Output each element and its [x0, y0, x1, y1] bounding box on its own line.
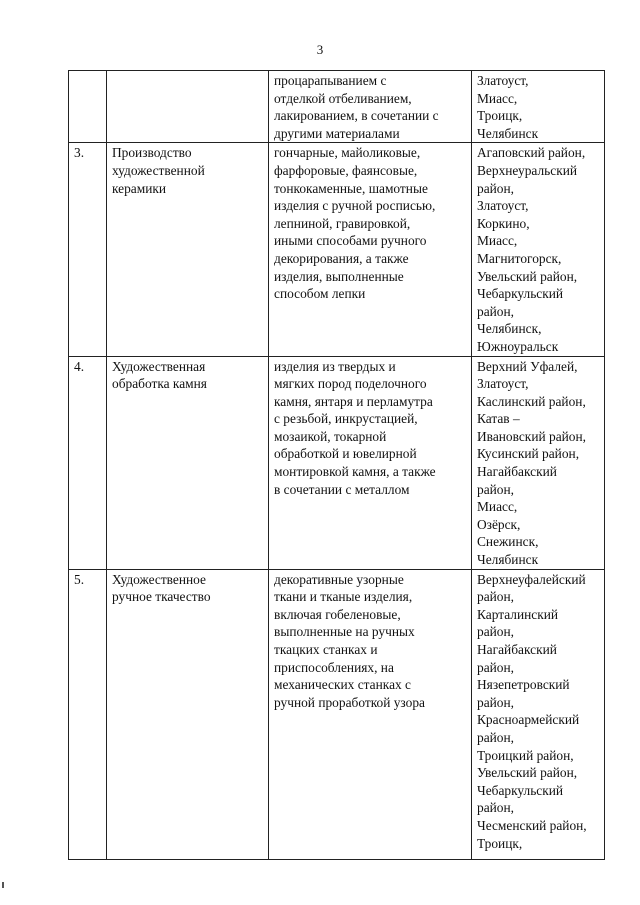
locations-cell: [472, 143, 605, 356]
location-line: Златоуст,: [477, 376, 529, 392]
location-line: район,: [477, 659, 515, 675]
craft-name-line: Художественная: [112, 358, 206, 374]
row-number-cell: [69, 71, 107, 143]
row-number: 4.: [74, 358, 85, 374]
craft-name-cell: [107, 356, 269, 569]
location-line: район,: [477, 589, 515, 605]
location-line: район,: [477, 180, 515, 196]
description-line: в сочетании с металлом: [274, 481, 410, 497]
craft-name-line: Производство: [112, 145, 192, 161]
location-line: Миасс,: [477, 233, 518, 249]
locations-cell: [472, 569, 605, 859]
location-line: Миасс,: [477, 499, 518, 515]
location-line: Миасс,: [477, 90, 518, 106]
location-line: Златоуст,: [477, 198, 529, 214]
craft-name-cell: [107, 569, 269, 859]
location-line: Магнитогорск,: [477, 250, 562, 266]
location-line: Красноармейский: [477, 712, 580, 728]
location-line: Нагайбакский: [477, 642, 557, 657]
location-line: Катав –: [477, 411, 520, 427]
location-line: Челябинск: [477, 125, 539, 141]
location-line: Нязепетровский: [477, 677, 570, 693]
description-line: изделия с ручной росписью,: [274, 198, 436, 214]
row-number: 5.: [74, 571, 85, 587]
scan-edge-mark: [2, 882, 4, 888]
description-line: камня, янтаря и перламутра: [274, 393, 433, 409]
locations-cell: [472, 356, 605, 569]
description-line: тонкокаменные, шамотные: [274, 180, 428, 196]
location-line: район,: [477, 694, 515, 710]
location-line: Ивановский район,: [477, 428, 587, 444]
description-line: с резьбой, инкрустацией,: [274, 411, 418, 427]
description-line: мозаикой, токарной: [274, 428, 387, 444]
description-line: ткани и тканые изделия,: [274, 589, 413, 605]
description-line: другими материалами: [274, 125, 400, 141]
craft-name-line: Художественное: [112, 571, 206, 587]
description-cell: [269, 569, 472, 859]
location-line: Коркино,: [477, 215, 530, 231]
location-line: район,: [477, 303, 515, 319]
location-line: Верхнеуральский: [477, 162, 578, 178]
row-number-cell: [69, 569, 107, 859]
description-line: обработкой и ювелирной: [274, 446, 417, 462]
row-number-cell: [69, 143, 107, 356]
location-line: Златоуст,: [477, 73, 529, 88]
location-line: Чебаркульский: [477, 286, 564, 302]
craft-name-line: ручное ткачество: [112, 589, 211, 605]
description-line: гончарные, майоликовые,: [274, 145, 421, 161]
location-line: Снежинск,: [477, 534, 539, 550]
row-number: 3.: [74, 145, 85, 161]
description-line: лакированием, в сочетании с: [274, 108, 439, 124]
description-line: способом лепки: [274, 286, 366, 302]
craft-name-cell: [107, 143, 269, 356]
craft-name-line: художественной: [112, 162, 205, 178]
description-line: мягких пород поделочного: [274, 376, 427, 392]
table-row: [69, 143, 605, 356]
crafts-table: [68, 70, 605, 860]
location-line: Нагайбакский: [477, 464, 557, 480]
location-line: Каслинский район,: [477, 393, 586, 409]
location-line: Троицкий район,: [477, 747, 574, 763]
description-line: изделия из твердых и: [274, 358, 396, 374]
location-line: Чесменский район,: [477, 817, 587, 833]
description-line: включая гобеленовые,: [274, 606, 401, 622]
description-line: выполненные на ручных: [274, 624, 415, 640]
location-line: Чебаркульский: [477, 782, 564, 798]
location-line: Челябинск: [477, 552, 539, 568]
description-cell: [269, 356, 472, 569]
page-number: 3: [316, 42, 324, 57]
description-line: ткацких станках и: [274, 642, 378, 657]
description-line: лепниной, гравировкой,: [274, 215, 411, 231]
craft-name-line: керамики: [112, 180, 167, 196]
location-line: Кусинский район,: [477, 446, 580, 462]
location-line: Озёрск,: [477, 516, 521, 532]
description-line: иными способами ручного: [274, 233, 427, 249]
location-line: район,: [477, 481, 515, 497]
location-line: Агаповский район,: [477, 145, 586, 161]
location-line: район,: [477, 624, 515, 640]
description-line: фарфоровые, фаянсовые,: [274, 162, 418, 178]
location-line: Челябинск,: [477, 321, 542, 337]
table-row: [69, 71, 605, 143]
location-line: Карталинский: [477, 606, 559, 622]
location-line: Увельский район,: [477, 765, 578, 781]
description-line: декоративные узорные: [274, 571, 404, 587]
description-line: приспособлениях, на: [274, 659, 394, 675]
description-cell: [269, 71, 472, 143]
table-row: [69, 356, 605, 569]
location-line: район,: [477, 800, 515, 816]
description-line: ручной проработкой узора: [274, 694, 425, 710]
location-line: Верхний Уфалей,: [477, 358, 578, 374]
location-line: район,: [477, 729, 515, 745]
location-line: Южноуральск: [477, 338, 559, 354]
craft-name-cell: [107, 71, 269, 143]
description-line: декорирования, а также: [274, 250, 409, 266]
craft-name-line: обработка камня: [112, 376, 207, 392]
location-line: Увельский район,: [477, 268, 578, 284]
description-cell: [269, 143, 472, 356]
table-row: [69, 569, 605, 859]
location-line: Троицк,: [477, 108, 523, 124]
description-line: процарапыванием с: [274, 73, 387, 88]
description-line: механических станках с: [274, 677, 412, 693]
location-line: Верхнеуфалейский: [477, 571, 586, 587]
locations-cell: [472, 71, 605, 143]
row-number-cell: [69, 356, 107, 569]
description-line: монтировкой камня, а также: [274, 464, 436, 480]
description-line: изделия, выполненные: [274, 268, 404, 284]
location-line: Троицк,: [477, 835, 523, 851]
description-line: отделкой отбеливанием,: [274, 90, 412, 106]
